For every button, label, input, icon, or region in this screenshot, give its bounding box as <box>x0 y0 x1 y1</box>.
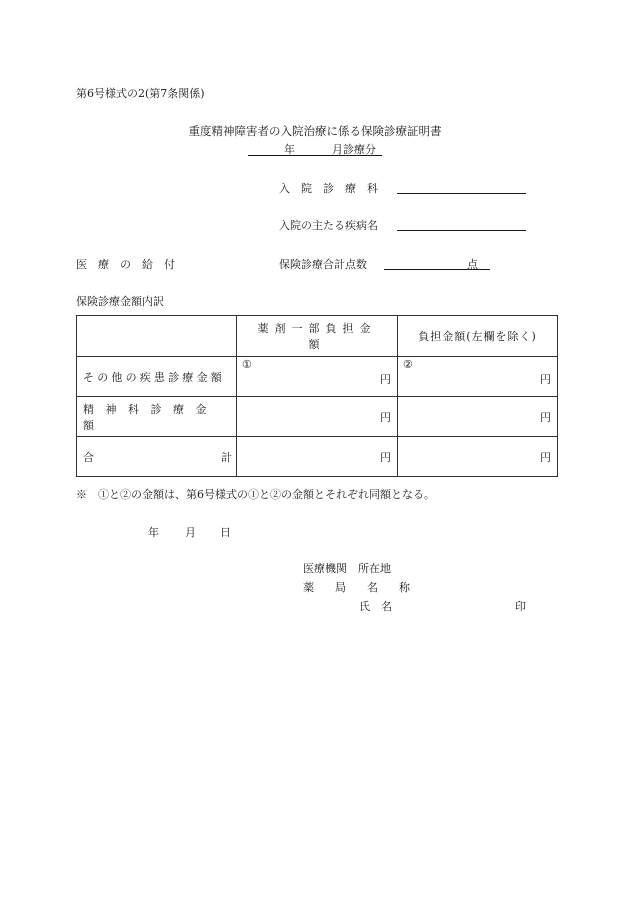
yen-unit: 円 <box>540 451 551 464</box>
table-header-row <box>77 316 558 357</box>
date-month: 月 <box>185 526 196 539</box>
amount-cell-2[interactable] <box>398 437 558 477</box>
facility-address-label: 医療機関 所在地 <box>303 562 391 575</box>
disease-field[interactable] <box>397 230 526 231</box>
yen-unit: 円 <box>380 373 391 386</box>
amount-cell-1[interactable] <box>237 357 398 397</box>
name-label: 氏 名 <box>359 600 392 613</box>
yen-unit: 円 <box>380 451 391 464</box>
row-label-psychiatric: 精神科診療金額 <box>77 397 237 437</box>
table-row <box>77 357 558 397</box>
row-label-other-disease: その他の疾患診療金額 <box>77 357 237 397</box>
department-field[interactable] <box>397 193 526 194</box>
header-empty-cell <box>77 316 237 357</box>
footnote: ※ ①と②の金額は、第6号様式の①と②の金額とそれぞれ同額となる。 <box>76 488 435 501</box>
row-label-total: 合 計 <box>77 437 237 477</box>
table-row <box>77 437 558 477</box>
period-month-label: 月診療分 <box>332 143 376 156</box>
points-unit: 点 <box>467 258 478 271</box>
pharmacy-name-label: 薬 局 名 称 <box>303 581 415 594</box>
amount-cell-1[interactable] <box>237 437 398 477</box>
document-title: 重度精神障害者の入院治療に係る保険診療証明書 <box>188 124 442 138</box>
form-number: 第6号様式の2(第7条関係) <box>76 87 205 100</box>
header-copay-amount: 負担金額(左欄を除く) <box>398 316 558 357</box>
table-row <box>77 397 558 437</box>
disease-label: 入院の主たる疾病名 <box>279 219 378 232</box>
amount-cell-2[interactable] <box>398 357 558 397</box>
seal-mark: 印 <box>515 600 526 613</box>
breakdown-title: 保険診療金額内訳 <box>76 295 164 308</box>
yen-unit: 円 <box>540 411 551 424</box>
yen-unit: 円 <box>380 411 391 424</box>
yen-unit: 円 <box>540 373 551 386</box>
breakdown-table <box>76 315 558 477</box>
date-year: 年 <box>148 526 159 539</box>
department-label: 入 院 診 療 科 <box>279 182 378 195</box>
period-year-label: 年 <box>284 143 295 156</box>
amount-cell-2[interactable] <box>398 397 558 437</box>
circled-one-mark: ① <box>242 358 252 371</box>
header-drug-copay: 薬剤一部負担金額 <box>237 316 398 357</box>
date-day: 日 <box>220 526 231 539</box>
points-label: 保険診療合計点数 <box>279 258 367 271</box>
circled-two-mark: ② <box>403 358 413 371</box>
benefit-label: 医 療 の 給 付 <box>76 258 175 271</box>
amount-cell-1[interactable] <box>237 397 398 437</box>
